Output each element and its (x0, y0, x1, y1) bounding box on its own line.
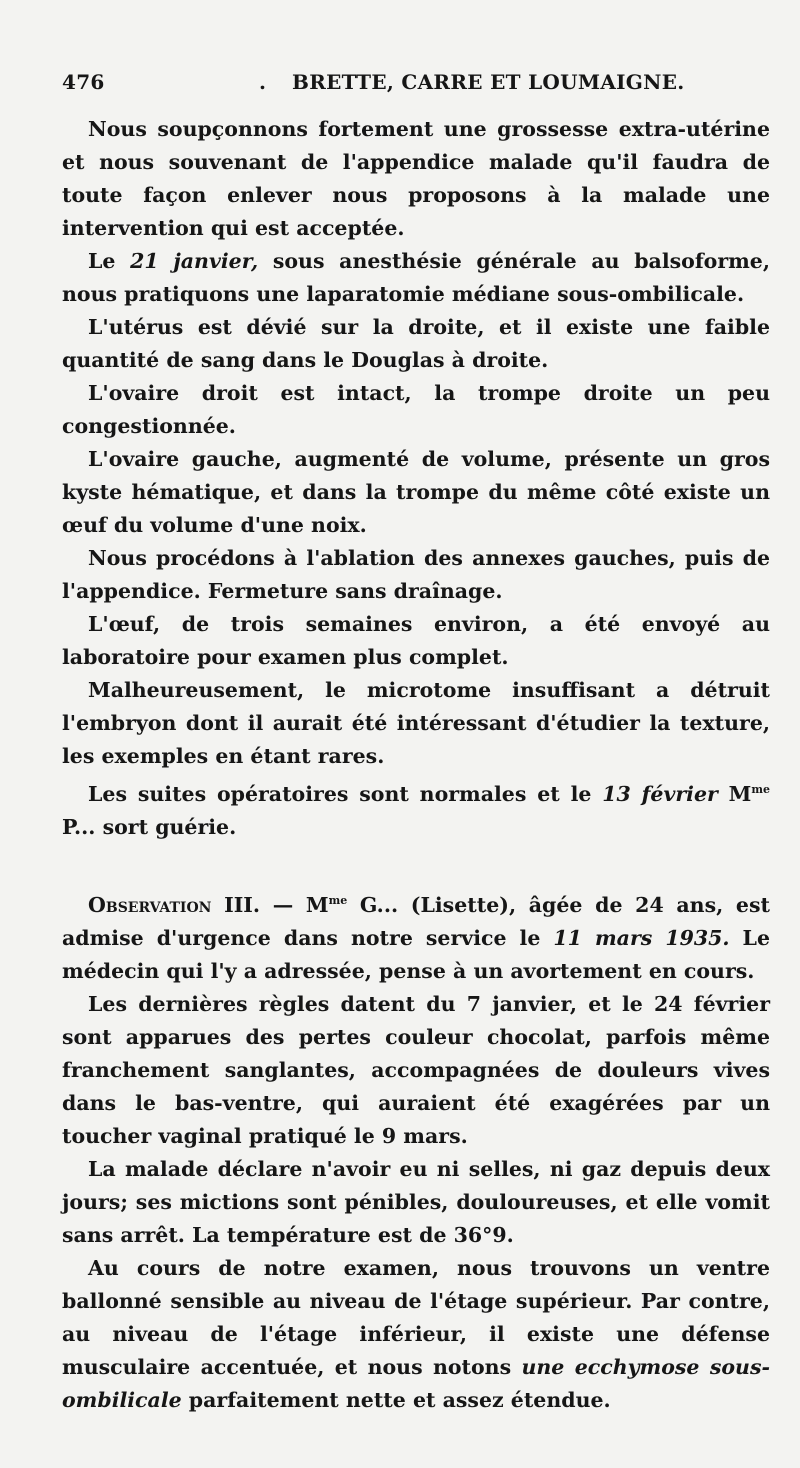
paragraph-text: G... (Lisette), âgée de 24 ans, est admise d'urgence dans notre service le (62, 893, 770, 950)
paragraph-text: Le (88, 249, 131, 273)
paragraph (62, 113, 770, 245)
header-separator: . (259, 70, 267, 94)
paragraph-text: Nous procédons à l'ablation des annexes gauches, puis de l'appendice. Fermeture sans draînage. (62, 546, 770, 603)
paragraph (62, 245, 770, 311)
paragraph (62, 674, 770, 773)
paragraph-text: L'œuf, de trois semaines environ, a été envoyé au laboratoire pour examen plus complet. (62, 612, 770, 669)
paragraph (62, 988, 770, 1153)
italic-text: une ecchymose sous-ombilicale (62, 1355, 770, 1412)
paragraph-text: P... sort guérie. (62, 815, 237, 839)
paragraph-text: L'ovaire droit est intact, la trompe droite un peu congestionnée. (62, 381, 770, 438)
paragraph (62, 542, 770, 608)
paragraph (62, 377, 770, 443)
date-text: 21 janvier, (130, 249, 259, 273)
title-abbrev: M (728, 782, 752, 806)
date-text: 11 mars 1935. (553, 926, 730, 950)
paragraph-text: Les suites opératoires sont normales et le (88, 782, 603, 806)
page-header (62, 70, 770, 100)
title-abbrev-sup: me (328, 894, 348, 907)
title-abbrev: M (305, 893, 329, 917)
paragraph-text: parfaitement nette et assez étendue. (181, 1388, 611, 1412)
paragraph (62, 443, 770, 542)
observation-number: III. — (211, 893, 306, 917)
paragraph-text: Nous soupçonnons fortement une grossesse extra-utérine et nous souvenant de l'appendice malade qu'il faudra de toute façon enlever nous proposons à la malade une intervention qui est acceptée. (62, 117, 770, 240)
observation-label: Observation (88, 893, 212, 917)
paragraph-text: L'utérus est dévié sur la droite, et il existe une faible quantité de sang dans le Douglas à droite. (62, 315, 770, 372)
paragraph (62, 1153, 770, 1252)
paragraph-text: La malade déclare n'avoir eu ni selles, ni gaz depuis deux jours; ses mictions sont pénibles, douloureuses, et elle vomit sans arrêt. La température est de 36°9. (62, 1157, 770, 1247)
paragraph (62, 608, 770, 674)
paragraph (62, 1252, 770, 1417)
paragraph-text: Les dernières règles datent du 7 janvier, et le 24 février sont apparues des pertes couleur chocolat, parfois même franchement sanglantes, accompagnées de douleurs vives dans le bas-ventre, qui auraient été exagérées par un toucher vaginal pratiqué le 9 mars. (62, 992, 770, 1148)
page-number: 476 (62, 70, 105, 94)
paragraph-text: Le médecin qui l'y a adressée, pense à un avortement en cours. (62, 926, 771, 983)
body-text (62, 113, 770, 1417)
paragraph-text: Malheureusement, le microtome insuffisant a détruit l'embryon dont il aurait été intéressant d'étudier la texture, les exemples en étant rares. (62, 678, 770, 768)
paragraph (62, 311, 770, 377)
title-abbrev-sup: me (751, 783, 770, 796)
paragraph-text: L'ovaire gauche, augmenté de volume, présente un gros kyste hématique, et dans la trompe du même côté existe un œuf du volume d'une noix. (62, 447, 770, 537)
running-title: BRETTE, CARRE ET LOUMAIGNE. (292, 70, 685, 94)
paragraph-text: Au cours de notre examen, nous trouvons un ventre ballonné sensible au niveau de l'étage supérieur. Par contre, au niveau de l'étage inférieur, il existe une défense musculaire accentuée, et nous notons (62, 1256, 770, 1379)
paragraph (62, 773, 770, 844)
observation-heading-paragraph (62, 884, 770, 988)
date-text: 13 février (602, 782, 718, 806)
paragraph-text: sous anesthésie générale au balsoforme, nous pratiquons une laparatomie médiane sous-ombilicale. (62, 249, 770, 306)
